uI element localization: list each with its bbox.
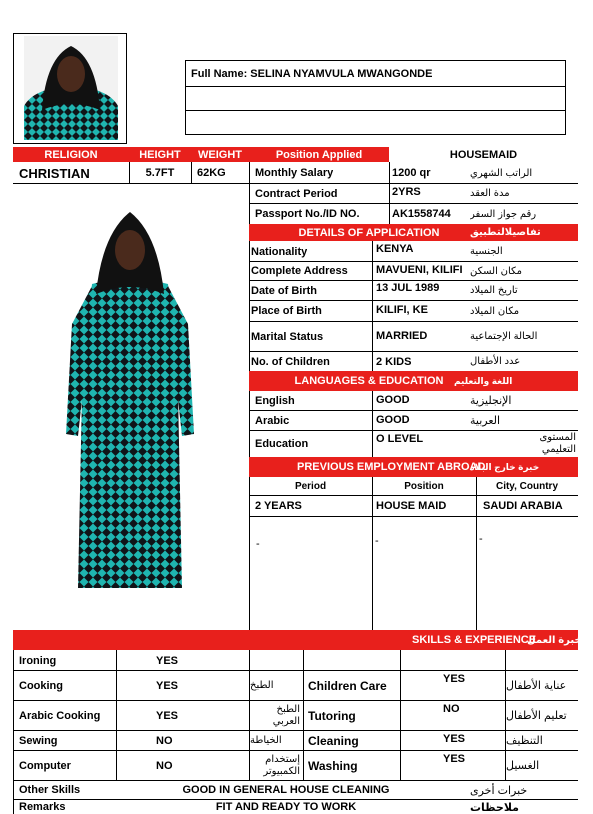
salary-label: Monthly Salary [255,167,334,179]
languages-title: LANGUAGES & EDUCATION [294,375,444,387]
weight-header: WEIGHT [198,148,242,161]
skill-cooking-label: Cooking [19,679,63,692]
remarks-label: Remarks [19,801,66,813]
other-skills-ar: خبرات أخرى [470,784,528,797]
arabic-label: Arabic [255,414,290,427]
marital-label: Marital Status [251,330,324,343]
position-applied-header: Position Applied [275,148,363,161]
passport-label: Passport No./ID NO. [255,208,360,220]
pob-value: KILIFI, KE [376,304,428,316]
religion-value: CHRISTIAN [19,165,90,181]
children-label: No. of Children [251,355,330,368]
contract-value: 2YRS [392,186,421,198]
weight-value: 62KG [197,167,226,179]
nationality-label: Nationality [251,245,308,258]
education-value: O LEVEL [376,433,424,445]
salary-ar: الراتب الشهري [470,167,533,179]
arabic-value: GOOD [376,413,410,426]
religion-header: RELIGION [44,148,98,161]
skills-title: SKILLS & EXPERIENCE [412,634,537,646]
skill-ironing-label: Ironing [19,654,57,667]
skill-cooking-value: YES [156,679,179,692]
skill-tutoring-label: Tutoring [308,708,356,723]
details-title: DETAILS OF APPLICATION [298,226,440,239]
country-value: SAUDI ARABIA [483,500,563,512]
full-name-label: Full Name: [191,68,248,80]
remarks-ar: ملاحظات [470,801,519,814]
applicant-photo-full [66,204,194,590]
employment-title-ar: خبرة خارج البلاد [470,461,540,472]
other-skills-label: Other Skills [19,784,81,796]
position-value: HOUSEMAID [449,148,518,161]
pob-label: Place of Birth [251,305,322,317]
period-value-2: - [256,538,260,550]
dob-label: Date of Birth [251,284,317,297]
skill-children-care-label: Children Care [308,678,387,693]
english-value: GOOD [376,393,410,406]
skill-washing-label: Washing [308,758,358,773]
skill-computer-value: NO [156,759,173,772]
skill-arabic-cooking-value: YES [156,709,179,722]
education-ar: المستوى التعليمي [539,432,576,455]
salary-value: 1200 qr [392,167,431,179]
english-ar: الإنجليزية [470,395,512,407]
skill-washing-ar: الغسيل [506,760,540,772]
skill-tutoring-value: NO [443,703,460,715]
pob-ar: مكان الميلاد [470,305,520,317]
skill-cooking-ar: الطبخ [250,680,274,691]
dob-ar: تاريخ الميلاد [470,285,518,296]
skill-computer-ar: إستخدام الكمبيوتر [263,753,300,777]
skill-arabic-cooking-ar: الطبخ العربي [272,703,300,727]
employment-title: PREVIOUS EMPLOYMENT ABROAD [297,461,486,473]
remarks-value: FIT AND READY TO WORK [215,801,357,813]
education-label: Education [255,438,309,450]
passport-value: AK1558744 [392,208,451,220]
full-name-value: SELINA NYAMVULA MWANGONDE [250,68,433,80]
other-skills-value: GOOD IN GENERAL HOUSE CLEANING [182,784,390,796]
contract-label: Contract Period [255,187,338,200]
skill-ironing-value: YES [156,654,179,667]
skill-sewing-value: NO [156,734,173,747]
skills-title-ar: خبرة العمل [527,634,582,646]
skill-tutoring-ar: تعليم الأطفال [506,710,567,722]
skill-arabic-cooking-label: Arabic Cooking [19,709,101,722]
address-label: Complete Address [251,265,348,277]
country-value-2: - [479,533,483,545]
address-value: MAVUENI, KILIFI [376,264,463,276]
position-prev-value: HOUSE MAID [376,500,447,512]
position-header: Position [404,481,444,492]
skill-children-care-ar: عناية الأطفال [506,680,567,692]
nationality-ar: الجنسية [470,246,503,257]
period-header: Period [294,481,327,492]
skill-computer-label: Computer [19,759,71,772]
country-header: City, Country [495,481,559,492]
height-value: 5.7FT [145,167,175,179]
marital-ar: الحالة الإجتماعية [470,331,538,342]
skill-cleaning-value: YES [443,733,466,745]
full-name [191,64,432,84]
height-header: HEIGHT [139,148,181,161]
skill-sewing-label: Sewing [19,734,58,747]
nationality-value: KENYA [376,243,414,255]
applicant-photo-small [24,36,118,140]
skill-sewing-ar: الخياطة [250,735,282,746]
arabic-ar: العربية [470,415,501,427]
skill-children-care-value: YES [443,673,466,685]
children-ar: عدد الأطفال [470,356,521,367]
passport-ar: رقم جواز السفر [470,208,537,220]
skill-washing-value: YES [443,753,466,765]
marital-value: MARRIED [376,329,428,342]
skill-cleaning-label: Cleaning [308,733,359,748]
details-title-ar: تفاصيلالتطبيق [470,227,541,238]
languages-title-ar: اللغة والتعليم [454,375,513,386]
contract-ar: مدة العقد [470,188,510,199]
english-label: English [255,395,295,407]
address-ar: مكان السكن [470,265,522,277]
position-value-2: - [375,535,379,547]
dob-value: 13 JUL 1989 [376,282,440,294]
period-value: 2 YEARS [255,500,302,512]
skill-cleaning-ar: التنظيف [506,735,543,747]
children-value: 2 KIDS [376,355,412,368]
